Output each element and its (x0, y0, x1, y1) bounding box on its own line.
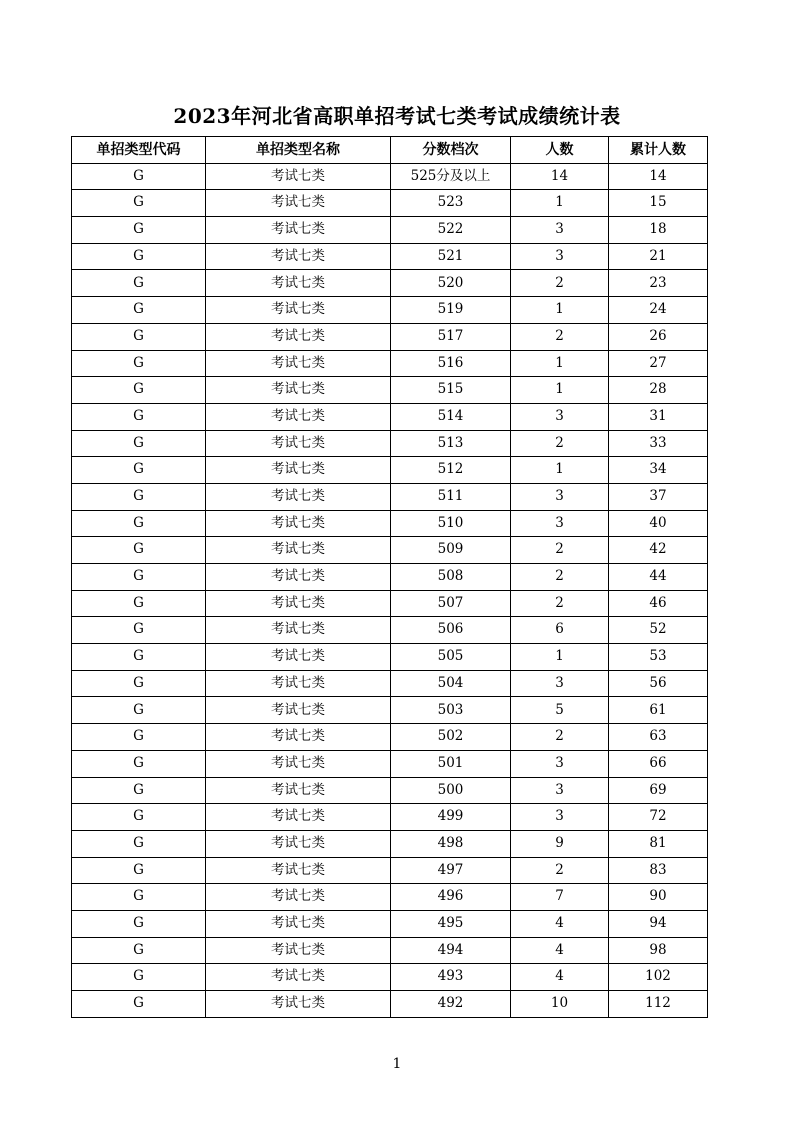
score-statistics-table (71, 136, 708, 1018)
cell-type-code: G (72, 403, 206, 430)
cell-type-code: G (72, 564, 206, 591)
cell-cumulative-count: 40 (609, 510, 708, 537)
cell-count: 6 (511, 617, 609, 644)
cell-type-name: 考试七类 (206, 350, 391, 377)
table-row (72, 483, 708, 510)
cell-cumulative-count: 28 (609, 377, 708, 404)
cell-type-name: 考试七类 (206, 163, 391, 190)
table-row (72, 430, 708, 457)
cell-type-code: G (72, 750, 206, 777)
cell-score-band: 513 (391, 430, 511, 457)
cell-count: 3 (511, 750, 609, 777)
cell-score-band: 522 (391, 217, 511, 244)
table-row (72, 457, 708, 484)
cell-count: 2 (511, 857, 609, 884)
cell-cumulative-count: 63 (609, 724, 708, 751)
cell-cumulative-count: 102 (609, 964, 708, 991)
cell-score-band: 509 (391, 537, 511, 564)
table-row (72, 590, 708, 617)
table-row (72, 270, 708, 297)
cell-cumulative-count: 44 (609, 564, 708, 591)
cell-type-name: 考试七类 (206, 590, 391, 617)
cell-score-band: 503 (391, 697, 511, 724)
table-row (72, 243, 708, 270)
cell-type-code: G (72, 697, 206, 724)
cell-type-code: G (72, 644, 206, 671)
cell-type-name: 考试七类 (206, 937, 391, 964)
table-row (72, 697, 708, 724)
table-row (72, 297, 708, 324)
cell-score-band: 502 (391, 724, 511, 751)
cell-score-band: 498 (391, 830, 511, 857)
table-body (72, 163, 708, 1017)
cell-score-band: 517 (391, 323, 511, 350)
cell-type-name: 考试七类 (206, 403, 391, 430)
cell-type-name: 考试七类 (206, 697, 391, 724)
cell-cumulative-count: 81 (609, 830, 708, 857)
cell-type-name: 考试七类 (206, 644, 391, 671)
cell-cumulative-count: 21 (609, 243, 708, 270)
cell-score-band: 519 (391, 297, 511, 324)
cell-cumulative-count: 33 (609, 430, 708, 457)
cell-type-name: 考试七类 (206, 323, 391, 350)
cell-count: 3 (511, 777, 609, 804)
cell-type-code: G (72, 163, 206, 190)
cell-type-name: 考试七类 (206, 537, 391, 564)
cell-cumulative-count: 66 (609, 750, 708, 777)
cell-score-band: 495 (391, 910, 511, 937)
cell-type-code: G (72, 910, 206, 937)
cell-cumulative-count: 46 (609, 590, 708, 617)
cell-cumulative-count: 34 (609, 457, 708, 484)
table-row (72, 670, 708, 697)
cell-type-name: 考试七类 (206, 270, 391, 297)
cell-count: 4 (511, 964, 609, 991)
cell-count: 1 (511, 350, 609, 377)
cell-type-name: 考试七类 (206, 457, 391, 484)
cell-count: 4 (511, 937, 609, 964)
cell-cumulative-count: 23 (609, 270, 708, 297)
cell-type-code: G (72, 377, 206, 404)
cell-count: 9 (511, 830, 609, 857)
table-row (72, 217, 708, 244)
cell-count: 3 (511, 510, 609, 537)
cell-score-band: 500 (391, 777, 511, 804)
cell-type-name: 考试七类 (206, 430, 391, 457)
cell-type-code: G (72, 830, 206, 857)
cell-type-name: 考试七类 (206, 617, 391, 644)
cell-count: 10 (511, 991, 609, 1018)
cell-score-band: 520 (391, 270, 511, 297)
cell-cumulative-count: 37 (609, 483, 708, 510)
cell-type-name: 考试七类 (206, 217, 391, 244)
cell-score-band: 507 (391, 590, 511, 617)
cell-score-band: 506 (391, 617, 511, 644)
cell-type-code: G (72, 430, 206, 457)
cell-score-band: 505 (391, 644, 511, 671)
cell-count: 1 (511, 377, 609, 404)
header-count: 人数 (511, 137, 609, 164)
cell-score-band: 514 (391, 403, 511, 430)
cell-score-band: 521 (391, 243, 511, 270)
table-row (72, 910, 708, 937)
table-row (72, 163, 708, 190)
cell-count: 2 (511, 270, 609, 297)
cell-type-name: 考试七类 (206, 483, 391, 510)
cell-type-name: 考试七类 (206, 884, 391, 911)
cell-cumulative-count: 56 (609, 670, 708, 697)
cell-type-code: G (72, 270, 206, 297)
cell-type-code: G (72, 510, 206, 537)
table-row (72, 190, 708, 217)
cell-type-code: G (72, 537, 206, 564)
cell-count: 14 (511, 163, 609, 190)
cell-count: 2 (511, 590, 609, 617)
cell-type-name: 考试七类 (206, 991, 391, 1018)
table-row (72, 964, 708, 991)
cell-count: 2 (511, 430, 609, 457)
cell-type-name: 考试七类 (206, 297, 391, 324)
cell-count: 3 (511, 804, 609, 831)
cell-cumulative-count: 90 (609, 884, 708, 911)
table-row (72, 617, 708, 644)
cell-type-code: G (72, 857, 206, 884)
cell-type-name: 考试七类 (206, 857, 391, 884)
cell-type-code: G (72, 350, 206, 377)
cell-score-band: 504 (391, 670, 511, 697)
table-row (72, 403, 708, 430)
cell-cumulative-count: 27 (609, 350, 708, 377)
cell-score-band: 499 (391, 804, 511, 831)
table-header-row (72, 137, 708, 164)
cell-count: 3 (511, 670, 609, 697)
cell-score-band: 510 (391, 510, 511, 537)
cell-cumulative-count: 61 (609, 697, 708, 724)
cell-count: 3 (511, 403, 609, 430)
cell-cumulative-count: 83 (609, 857, 708, 884)
cell-score-band: 525分及以上 (391, 163, 511, 190)
cell-cumulative-count: 94 (609, 910, 708, 937)
page-number: 1 (392, 1056, 402, 1072)
cell-type-code: G (72, 991, 206, 1018)
cell-type-code: G (72, 617, 206, 644)
cell-count: 1 (511, 457, 609, 484)
cell-count: 3 (511, 483, 609, 510)
cell-count: 1 (511, 190, 609, 217)
cell-score-band: 494 (391, 937, 511, 964)
cell-type-name: 考试七类 (206, 964, 391, 991)
cell-score-band: 493 (391, 964, 511, 991)
header-score-band: 分数档次 (391, 137, 511, 164)
cell-cumulative-count: 69 (609, 777, 708, 804)
cell-cumulative-count: 98 (609, 937, 708, 964)
cell-type-name: 考试七类 (206, 804, 391, 831)
cell-cumulative-count: 53 (609, 644, 708, 671)
table-row (72, 937, 708, 964)
cell-type-code: G (72, 937, 206, 964)
header-type-code: 单招类型代码 (72, 137, 206, 164)
cell-type-name: 考试七类 (206, 724, 391, 751)
cell-cumulative-count: 31 (609, 403, 708, 430)
cell-type-name: 考试七类 (206, 510, 391, 537)
table-row (72, 564, 708, 591)
cell-type-code: G (72, 243, 206, 270)
table-row (72, 537, 708, 564)
cell-type-code: G (72, 483, 206, 510)
cell-type-name: 考试七类 (206, 377, 391, 404)
cell-score-band: 492 (391, 991, 511, 1018)
table-row (72, 830, 708, 857)
header-cumulative-count: 累计人数 (609, 137, 708, 164)
page-title: 2023年河北省高职单招考试七类考试成绩统计表 (173, 104, 621, 128)
table-row (72, 884, 708, 911)
cell-count: 3 (511, 243, 609, 270)
cell-score-band: 496 (391, 884, 511, 911)
cell-type-code: G (72, 457, 206, 484)
cell-type-code: G (72, 297, 206, 324)
cell-cumulative-count: 42 (609, 537, 708, 564)
cell-count: 1 (511, 297, 609, 324)
cell-score-band: 516 (391, 350, 511, 377)
cell-type-name: 考试七类 (206, 830, 391, 857)
cell-score-band: 512 (391, 457, 511, 484)
cell-type-code: G (72, 724, 206, 751)
table-row (72, 804, 708, 831)
cell-type-code: G (72, 777, 206, 804)
cell-type-code: G (72, 590, 206, 617)
cell-cumulative-count: 14 (609, 163, 708, 190)
table-row (72, 750, 708, 777)
table-row (72, 644, 708, 671)
cell-type-name: 考试七类 (206, 670, 391, 697)
cell-count: 5 (511, 697, 609, 724)
cell-type-code: G (72, 884, 206, 911)
cell-type-name: 考试七类 (206, 190, 391, 217)
cell-type-code: G (72, 670, 206, 697)
cell-type-name: 考试七类 (206, 243, 391, 270)
cell-count: 7 (511, 884, 609, 911)
cell-cumulative-count: 112 (609, 991, 708, 1018)
table-row (72, 857, 708, 884)
cell-score-band: 515 (391, 377, 511, 404)
table-row (72, 323, 708, 350)
table-row (72, 350, 708, 377)
cell-type-code: G (72, 190, 206, 217)
cell-count: 2 (511, 537, 609, 564)
cell-cumulative-count: 72 (609, 804, 708, 831)
header-type-name: 单招类型名称 (206, 137, 391, 164)
cell-type-name: 考试七类 (206, 910, 391, 937)
cell-cumulative-count: 26 (609, 323, 708, 350)
table-row (72, 724, 708, 751)
cell-type-name: 考试七类 (206, 750, 391, 777)
cell-score-band: 508 (391, 564, 511, 591)
cell-score-band: 501 (391, 750, 511, 777)
cell-type-code: G (72, 804, 206, 831)
cell-cumulative-count: 52 (609, 617, 708, 644)
cell-count: 2 (511, 564, 609, 591)
table-row (72, 777, 708, 804)
table-row (72, 377, 708, 404)
cell-type-name: 考试七类 (206, 777, 391, 804)
cell-count: 1 (511, 644, 609, 671)
cell-count: 3 (511, 217, 609, 244)
cell-type-code: G (72, 964, 206, 991)
cell-type-code: G (72, 323, 206, 350)
cell-score-band: 523 (391, 190, 511, 217)
cell-count: 2 (511, 724, 609, 751)
cell-cumulative-count: 24 (609, 297, 708, 324)
table-row (72, 510, 708, 537)
cell-cumulative-count: 18 (609, 217, 708, 244)
cell-score-band: 497 (391, 857, 511, 884)
cell-cumulative-count: 15 (609, 190, 708, 217)
cell-type-code: G (72, 217, 206, 244)
cell-count: 4 (511, 910, 609, 937)
cell-type-name: 考试七类 (206, 564, 391, 591)
cell-count: 2 (511, 323, 609, 350)
cell-score-band: 511 (391, 483, 511, 510)
table-row (72, 991, 708, 1018)
